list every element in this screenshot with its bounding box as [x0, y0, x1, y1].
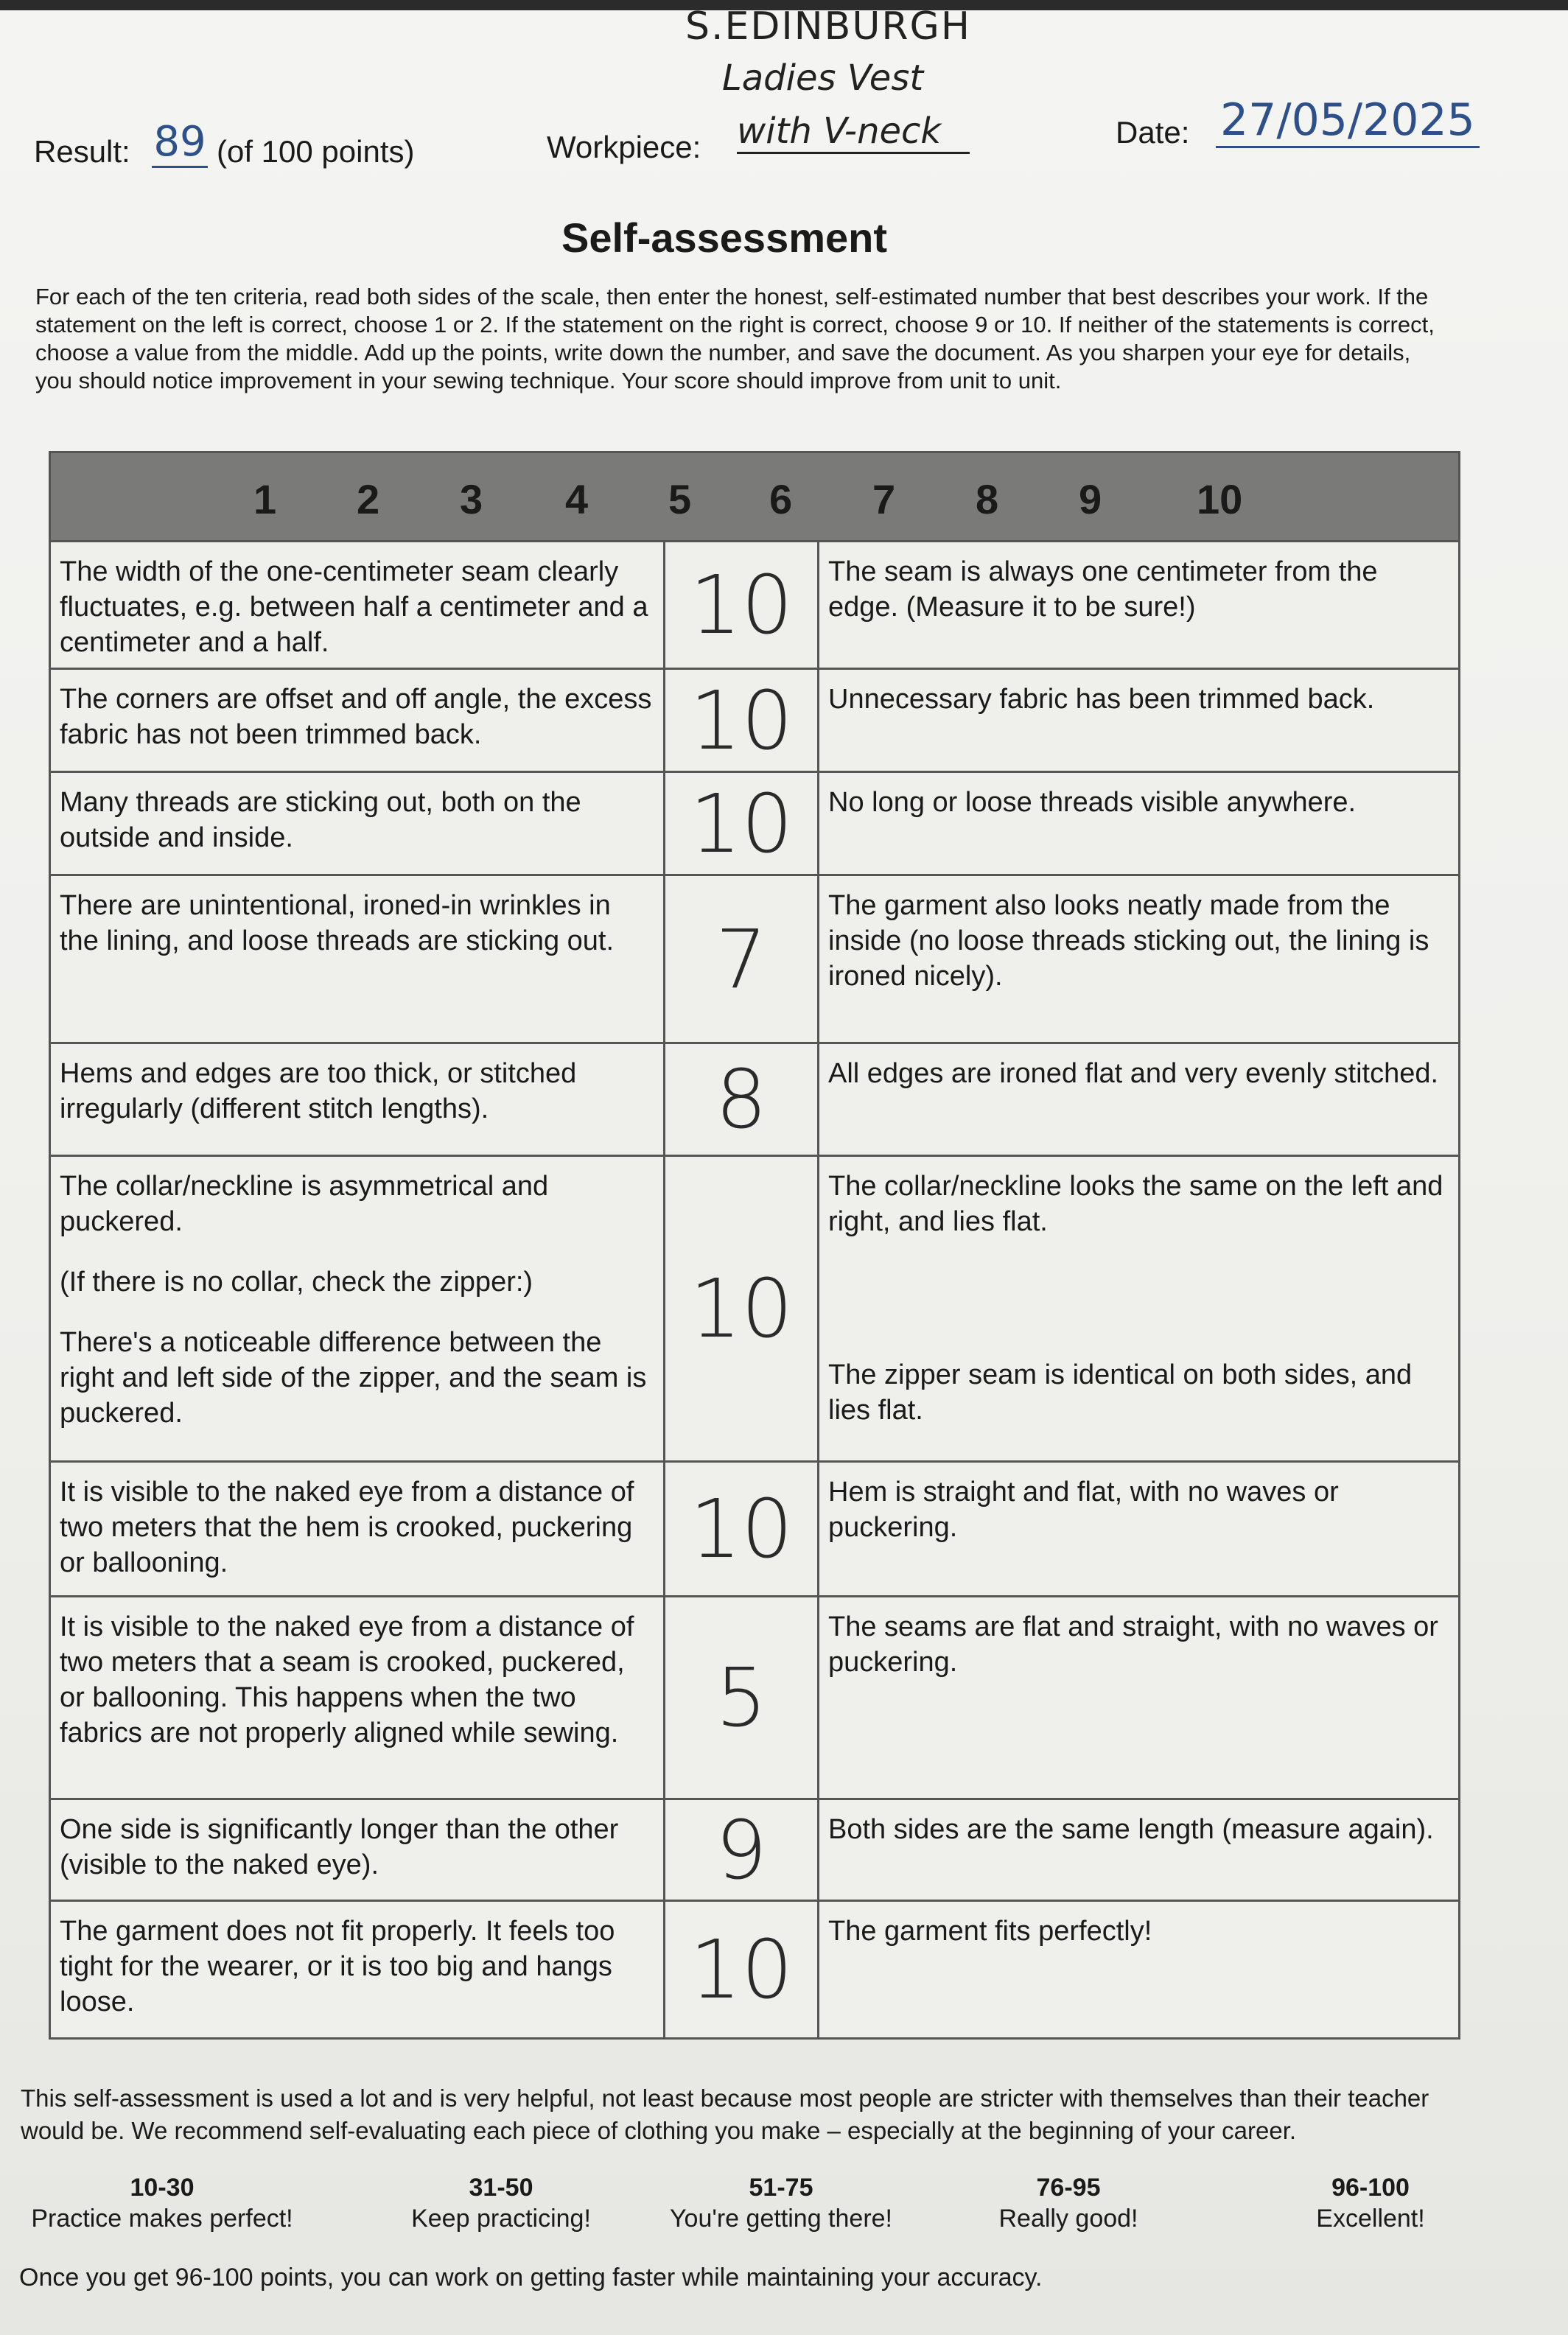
criterion-score: 10 [690, 1922, 793, 2017]
scale-number: 4 [565, 476, 589, 522]
criterion-right: The garment fits perfectly! [817, 1902, 1458, 2037]
criterion-right: Hem is straight and flat, with no waves or puckering. [817, 1463, 1458, 1595]
criterion-score: 7 [715, 911, 767, 1007]
date-label: Date: [1116, 115, 1190, 150]
criterion-row [51, 1597, 1458, 1800]
scale-number: 2 [357, 476, 380, 522]
scale-header [51, 453, 1458, 542]
band-label: Keep practicing! [411, 2205, 591, 2233]
criterion-right: The seam is always one centimeter from the edge. (Measure it to be sure!) [817, 542, 1458, 668]
criterion-right: The seams are flat and straight, with no waves or puckering. [817, 1597, 1458, 1798]
page-title: Self-assessment [561, 214, 888, 261]
zipper-left-text: There's a noticeable difference between the right and left side of the zipper, and the seam is puckered. [60, 1327, 647, 1429]
criterion-row [51, 1157, 1458, 1463]
band-range: 51-75 [749, 2174, 813, 2202]
criterion-score: 5 [715, 1650, 767, 1745]
criterion-left: Hems and edges are too thick, or stitched irregularly (different stitch lengths). [51, 1044, 665, 1155]
score-band [1238, 2172, 1503, 2234]
collar-right-text: The collar/neckline looks the same on the left and right, and lies flat. [828, 1171, 1443, 1237]
criterion-left: The corners are offset and off angle, the excess fabric has not been trimmed back. [51, 670, 665, 771]
workpiece-value: with V-neck [737, 111, 970, 154]
criterion-left: One side is significantly longer than the other (visible to the naked eye). [51, 1800, 665, 1900]
result-label: Result: [34, 134, 130, 169]
criterion-row [51, 1800, 1458, 1902]
criterion-score: 10 [690, 673, 793, 768]
criterion-left: Many threads are sticking out, both on the outside and inside. [51, 773, 665, 874]
criterion-left: The garment does not fit properly. It feels too tight for the wearer, or it is too big and hangs loose. [51, 1902, 665, 2037]
collar-note: (If there is no collar, check the zipper:) [60, 1267, 533, 1298]
closing-note: Once you get 96-100 points, you can work on getting faster while maintaining your accuracy. [19, 2264, 1043, 2292]
criterion-row [51, 1463, 1458, 1597]
criterion-right: Unnecessary fabric has been trimmed back. [817, 670, 1458, 771]
result-suffix: (of 100 points) [217, 134, 415, 169]
band-label: You're getting there! [669, 2205, 892, 2233]
scale-number: 3 [460, 476, 483, 522]
band-label: Excellent! [1316, 2205, 1425, 2233]
score-band [619, 2172, 943, 2234]
criterion-left: There are unintentional, ironed-in wrinkles in the lining, and loose threads are sticking out. [51, 876, 665, 1042]
score-bands [29, 2172, 1533, 2238]
score-band [29, 2172, 295, 2234]
scale-number: 7 [872, 476, 896, 522]
band-label: Practice makes perfect! [31, 2205, 293, 2233]
workpiece-handwritten-line1: Ladies Vest [722, 57, 924, 99]
criterion-left: The width of the one-centimeter seam clearly fluctuates, e.g. between half a centimeter and a centimeter and a half. [51, 542, 665, 668]
criterion-row [51, 542, 1458, 670]
criterion-right: The garment also looks neatly made from the inside (no loose threads sticking out, the lining is ironed nicely). [817, 876, 1458, 1042]
criterion-left: It is visible to the naked eye from a distance of two meters that the hem is crooked, puckering or ballooning. [51, 1463, 665, 1595]
scale-number: 5 [668, 476, 692, 522]
band-range: 10-30 [130, 2174, 195, 2202]
criterion-row [51, 1044, 1458, 1157]
zipper-right-text: The zipper seam is identical on both sides, and lies flat. [828, 1359, 1413, 1426]
criterion-left [51, 1157, 665, 1460]
criterion-row [51, 876, 1458, 1044]
criterion-score: 9 [715, 1802, 767, 1897]
band-range: 31-50 [469, 2174, 533, 2202]
result-value: 89 [152, 118, 208, 168]
band-range: 96-100 [1331, 2174, 1410, 2202]
score-band [936, 2172, 1201, 2234]
criterion-left: It is visible to the naked eye from a distance of two meters that a seam is crooked, puckered, or ballooning. This happens when the two fabrics are not properly aligned while sewing. [51, 1597, 665, 1798]
collar-left-text: The collar/neckline is asymmetrical and puckered. [60, 1171, 549, 1237]
scale-number: 6 [769, 476, 793, 522]
criterion-score: 8 [715, 1052, 767, 1147]
score-band [354, 2172, 648, 2234]
instructions: For each of the ten criteria, read both sides of the scale, then enter the honest, self-estimated number that best describes your work. If the statement on the left is correct, choose 1 or 2. If the statement on the right is correct, choose 9 or 10. If neither of the statements is correct, choose a value from the middle. Add up the points, write down the number, and save the document. As you sharpen your eye for details, you should notice improvement in your sewing technique. Your score should improve from unit to unit. [35, 284, 1435, 393]
criterion-row [51, 773, 1458, 876]
student-name: S.EDINBURGH [685, 4, 971, 49]
criterion-right: Both sides are the same length (measure again). [817, 1800, 1458, 1900]
scale-number: 8 [976, 476, 999, 522]
criterion-right [817, 1157, 1458, 1460]
criteria-table [49, 451, 1460, 2040]
criterion-row [51, 670, 1458, 773]
criterion-right: No long or loose threads visible anywhere. [817, 773, 1458, 874]
criterion-right: All edges are ironed flat and very evenly stitched. [817, 1044, 1458, 1155]
footer-note: This self-assessment is used a lot and is very helpful, not least because most people are stricter with themselves than their teacher would be. We recommend self-evaluating each piece of clothing you make – especially at the beginning of your career. [21, 2084, 1429, 2144]
criterion-score: 10 [690, 558, 793, 652]
criterion-score: 10 [690, 1482, 793, 1576]
band-range: 76-95 [1036, 2174, 1101, 2202]
date-value: 27/05/2025 [1216, 94, 1480, 148]
scale-number: 10 [1197, 476, 1243, 522]
workpiece-label: Workpiece: [547, 130, 701, 164]
criterion-score: 10 [690, 776, 793, 871]
criterion-row [51, 1902, 1458, 2037]
criterion-score: 10 [690, 1261, 793, 1356]
band-label: Really good! [998, 2205, 1138, 2233]
scale-number: 9 [1079, 476, 1102, 522]
scale-number: 1 [253, 476, 277, 522]
